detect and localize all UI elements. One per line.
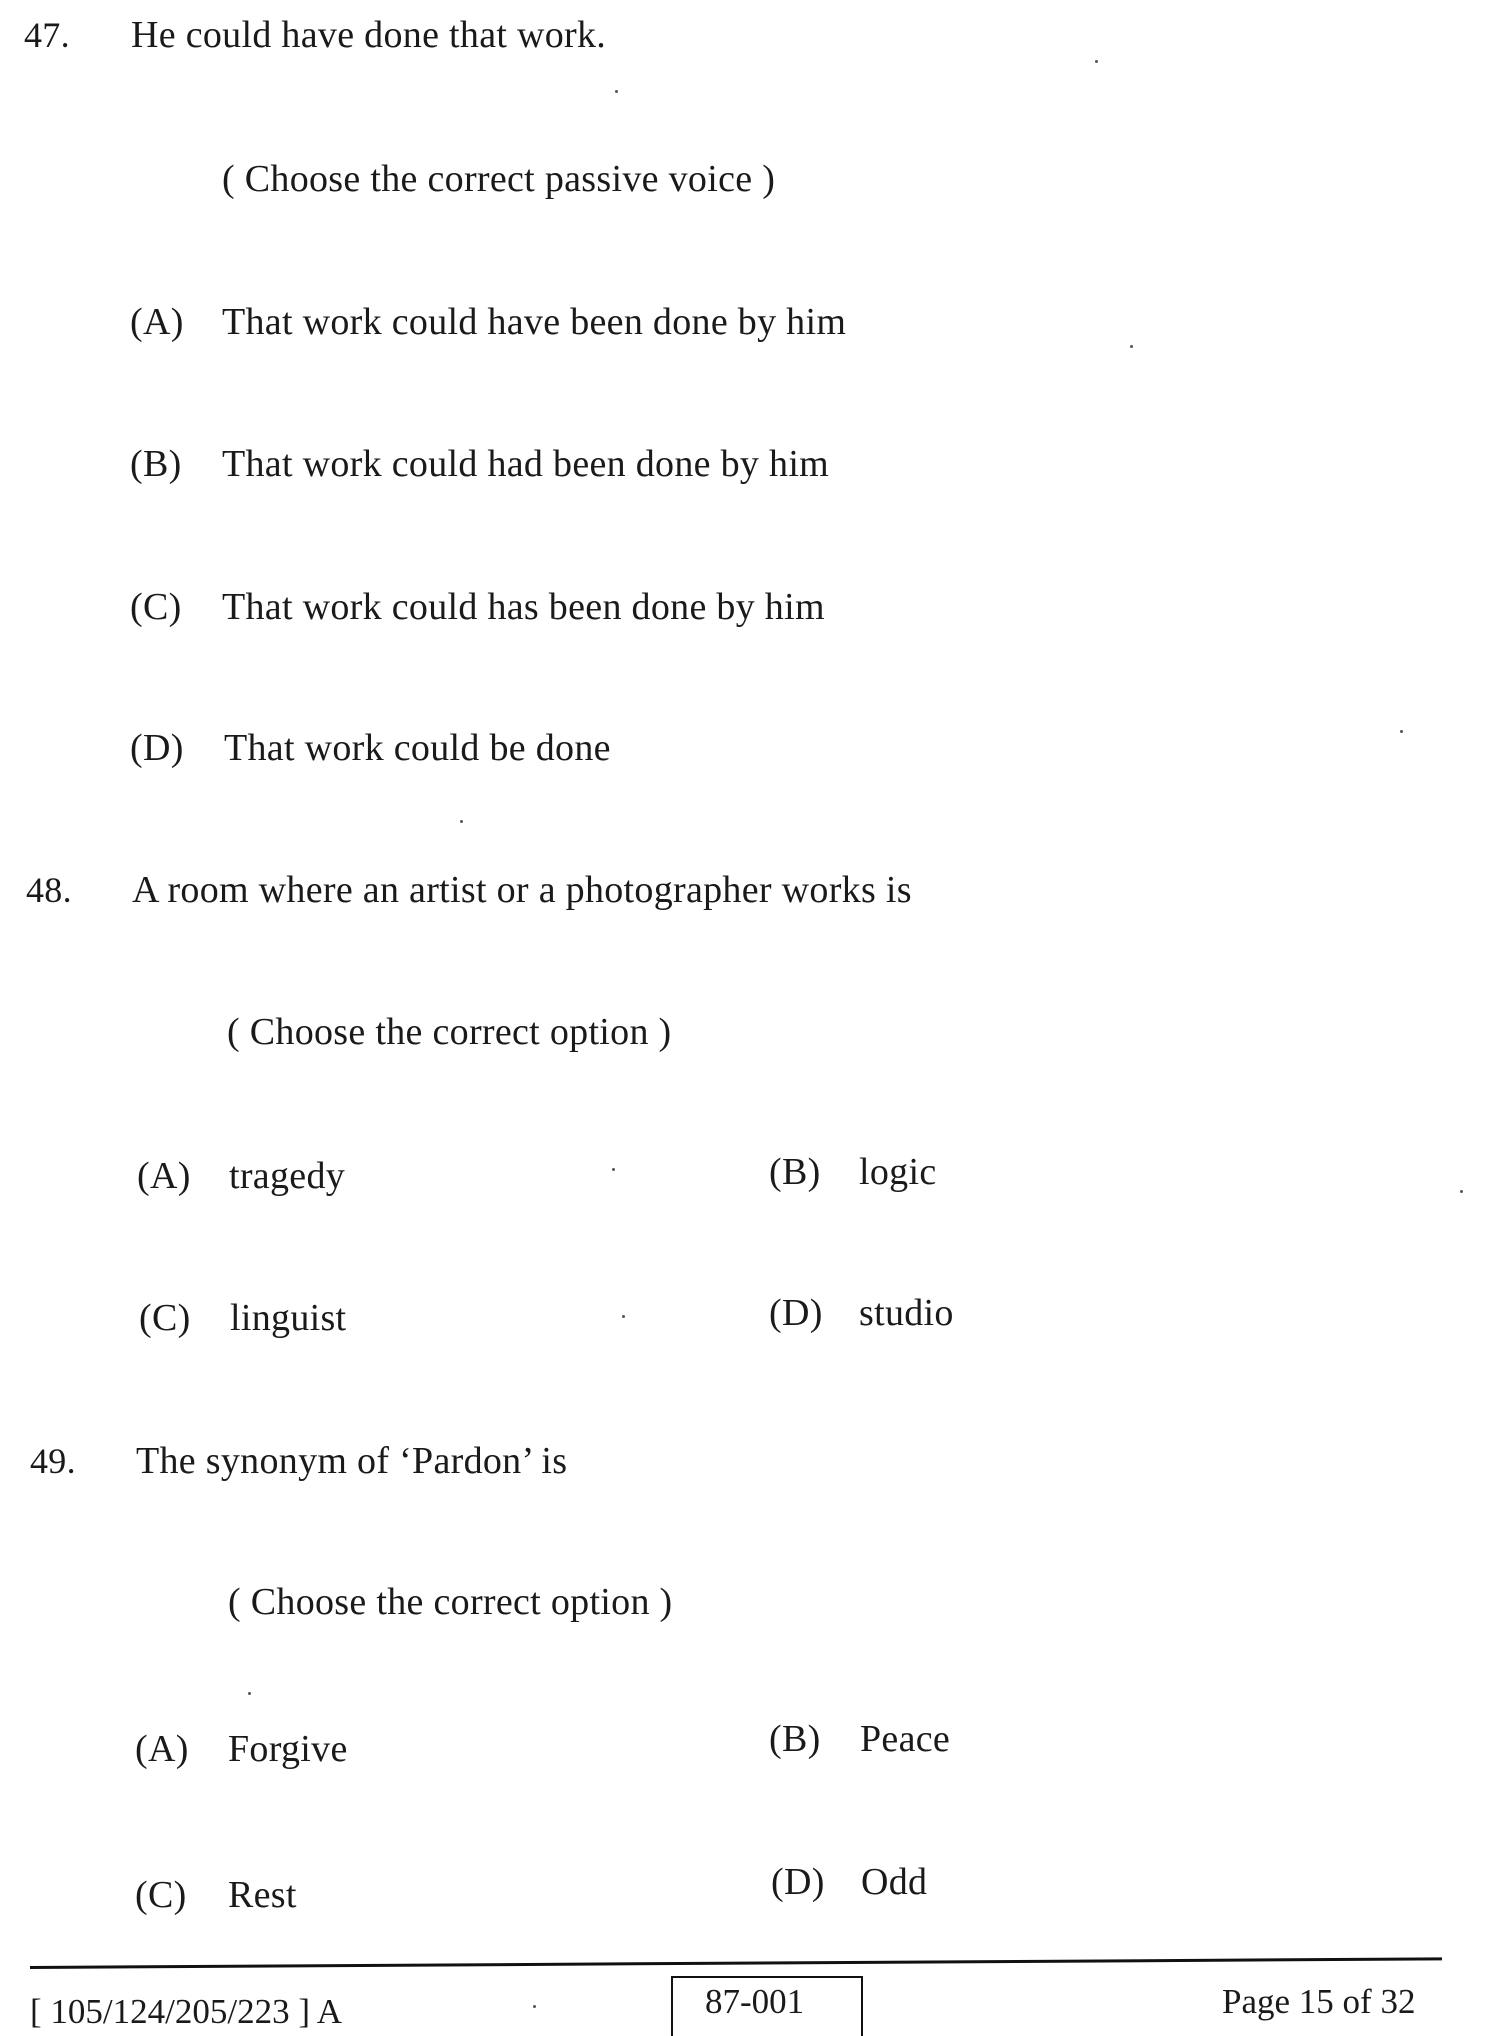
option-label: (A) [135, 1728, 189, 1770]
option-text: logic [859, 1151, 937, 1193]
option-text: That work could had been done by him [222, 443, 830, 485]
question-number: 47. [24, 15, 70, 55]
option-label: (D) [771, 1861, 825, 1903]
option-label: (B) [769, 1718, 821, 1760]
option-label: (B) [769, 1151, 821, 1193]
question-text: The synonym of ‘Pardon’ is [136, 1440, 568, 1482]
option-label: (C) [135, 1874, 187, 1916]
option-label: (B) [130, 443, 182, 485]
option-label: (C) [130, 586, 182, 628]
footer-divider [30, 1957, 1442, 1969]
option-label: (A) [130, 301, 184, 343]
question-instruction: ( Choose the correct passive voice ) [222, 158, 776, 200]
question-number: 49. [30, 1441, 76, 1481]
option-text: Peace [860, 1718, 951, 1760]
page-number: Page 15 of 32 [1222, 1982, 1416, 2021]
option-text: tragedy [229, 1155, 346, 1197]
option-label: (D) [769, 1292, 823, 1334]
option-label: (A) [137, 1155, 191, 1197]
question-number: 48. [26, 870, 72, 910]
option-text: That work could be done [224, 727, 611, 769]
option-text: Rest [228, 1874, 297, 1916]
option-text: Odd [861, 1861, 928, 1903]
option-label: (C) [139, 1297, 191, 1339]
option-text: Forgive [228, 1728, 348, 1770]
option-text: That work could have been done by him [222, 301, 847, 343]
question-text: He could have done that work. [131, 14, 607, 56]
paper-code: [ 105/124/205/223 ] A [30, 1992, 343, 2031]
question-text: A room where an artist or a photographer works is [132, 869, 912, 911]
option-text: That work could has been done by him [222, 586, 825, 628]
question-instruction: ( Choose the correct option ) [227, 1011, 672, 1053]
option-text: linguist [230, 1297, 347, 1339]
question-instruction: ( Choose the correct option ) [228, 1581, 673, 1623]
booklet-code: 87-001 [705, 1982, 805, 2021]
option-label: (D) [130, 727, 184, 769]
option-text: studio [859, 1292, 954, 1334]
